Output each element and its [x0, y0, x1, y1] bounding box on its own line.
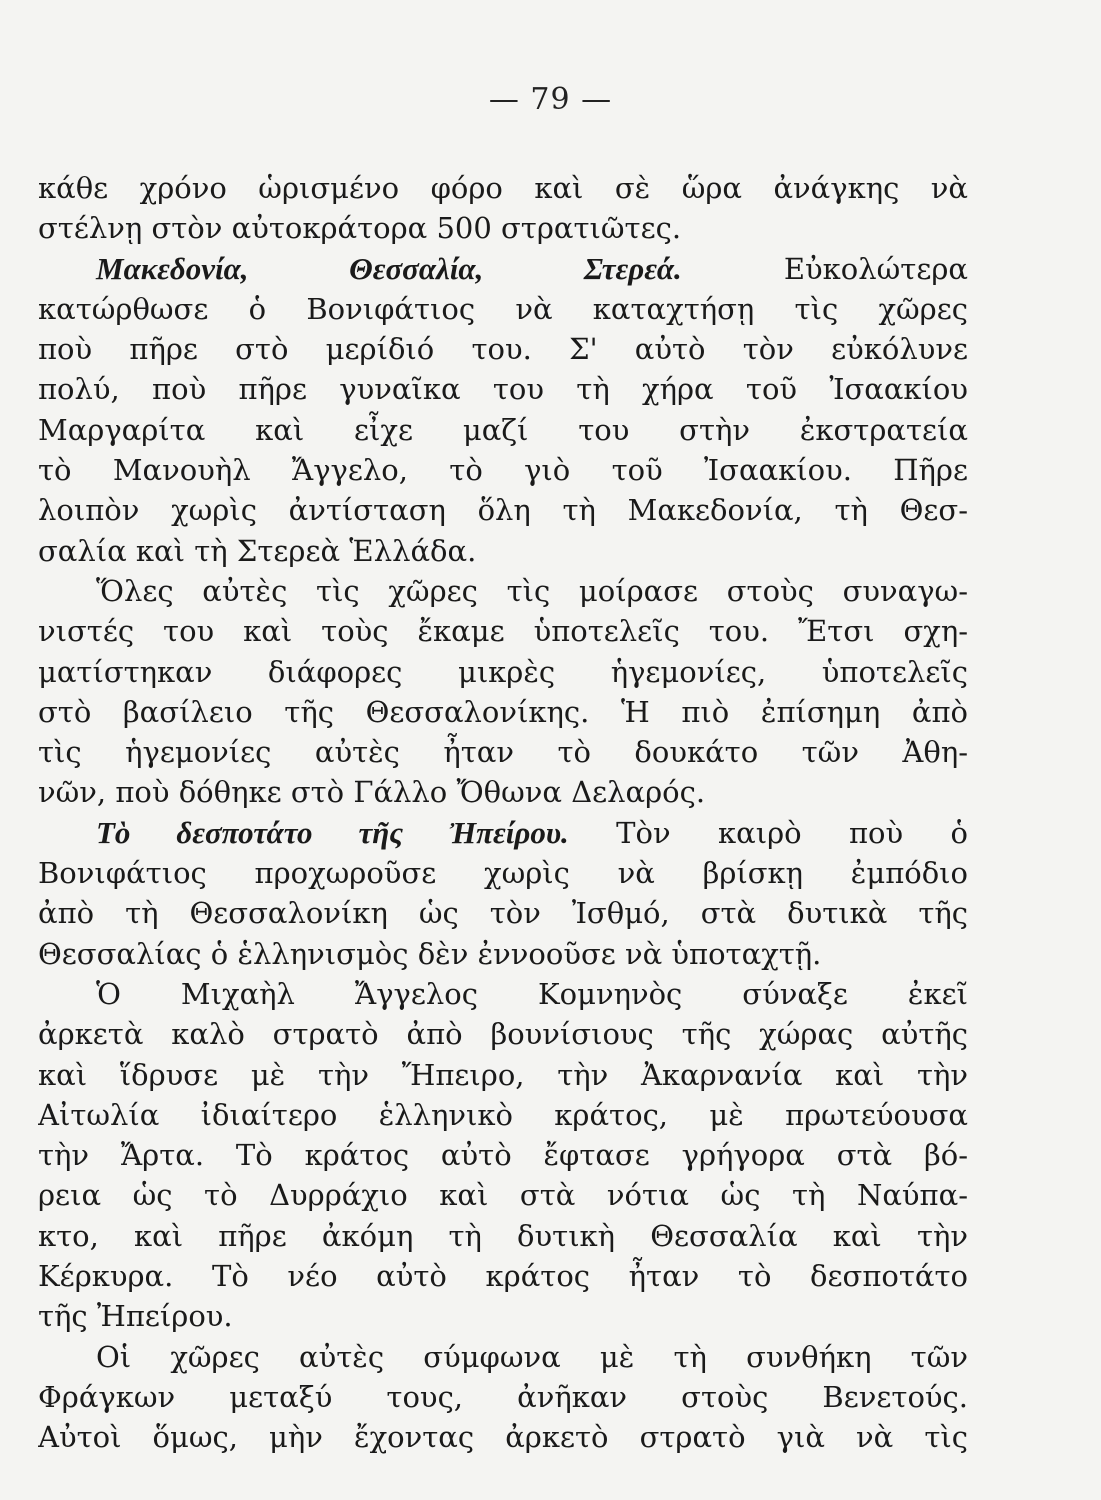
line-text: ποὺ πῆρε στὸ μερίδιό του. Σ' αὐτὸ τὸν εὐκόλυνε: [38, 332, 968, 367]
line-text: Θεσσαλίας ὁ ἑλληνισμὸς δὲν ἐννοοῦσε νὰ ὑποταχτῇ.: [38, 936, 822, 971]
line-text: Εὐκολώτερα: [681, 251, 968, 286]
text-line: [38, 1377, 968, 1417]
text-line: [38, 1216, 968, 1256]
line-text: λοιπὸν χωρὶς ἀντίσταση ὅλη τὴ Μακεδονία, τὴ Θεσ-: [38, 493, 968, 528]
text-line: [38, 652, 968, 692]
section-heading: Μακεδονία, Θεσσαλία, Στερεά.: [96, 250, 682, 286]
text-line: [38, 531, 968, 571]
text-line: [38, 249, 968, 289]
line-text: πολύ, ποὺ πῆρε γυναῖκα του τὴ χήρα τοῦ Ἰσαακίου: [38, 372, 968, 407]
line-text: ἀπὸ τὴ Θεσσαλονίκη ὡς τὸν Ἰσθμό, στὰ δυτικὰ τῆς: [38, 896, 968, 931]
line-text: Βονιφάτιος προχωροῦσε χωρὶς νὰ βρίσκῃ ἐμπόδιο: [38, 856, 968, 891]
line-text: κτο, καὶ πῆρε ἀκόμη τὴ δυτικὴ Θεσσαλία καὶ τὴν: [38, 1218, 968, 1253]
text-line: [38, 450, 968, 490]
line-text: τὸ Μανουὴλ Ἄγγελο, τὸ γιὸ τοῦ Ἰσαακίου. Πῆρε: [38, 453, 968, 488]
text-line: [38, 611, 968, 651]
line-text: ἀρκετὰ καλὸ στρατὸ ἀπὸ βουνίσιους τῆς χώρας αὐτῆς: [38, 1017, 968, 1052]
line-text: Κέρκυρα. Τὸ νέο αὐτὸ κράτος ἦταν τὸ δεσποτάτο: [38, 1259, 968, 1294]
text-line: [38, 732, 968, 772]
line-text: νιστές του καὶ τοὺς ἔκαμε ὑποτελεῖς του. Ἔτσι σχη-: [38, 614, 968, 649]
body-text: [38, 168, 968, 1458]
text-line: [38, 369, 968, 409]
text-line: [38, 1256, 968, 1296]
text-line: [38, 692, 968, 732]
text-line: [38, 974, 968, 1014]
text-line: [38, 934, 968, 974]
text-line: [38, 410, 968, 450]
line-text: καὶ ἵδρυσε μὲ τὴν Ἤπειρο, τὴν Ἀκαρνανία καὶ τὴν: [38, 1057, 968, 1092]
text-line: [38, 1014, 968, 1054]
line-text: Οἱ χῶρες αὐτὲς σύμφωνα μὲ τὴ συνθήκη τῶν: [96, 1339, 968, 1374]
section-heading: Τὸ δεσποτάτο τῆς Ἠπείρου.: [96, 814, 569, 850]
text-line: [38, 571, 968, 611]
line-text: Τὸν καιρὸ ποὺ ὁ: [568, 815, 968, 850]
line-text: στέλνῃ στὸν αὐτοκράτορα 500 στρατιῶτες.: [38, 211, 682, 246]
line-text: νῶν, ποὺ δόθηκε στὸ Γάλλο Ὄθωνα Δελαρός.: [38, 775, 706, 810]
line-text: σαλία καὶ τὴ Στερεὰ Ἑλλάδα.: [38, 533, 477, 568]
text-line: [38, 1296, 968, 1336]
text-line: [38, 813, 968, 853]
text-line: [38, 1055, 968, 1095]
line-text: κατώρθωσε ὁ Βονιφάτιος νὰ καταχτήσῃ τὶς χῶρες: [38, 291, 968, 326]
line-text: Αὐτοὶ ὅμως, μὴν ἔχοντας ἀρκετὸ στρατὸ γιὰ νὰ τὶς: [38, 1420, 968, 1455]
line-text: Φράγκων μεταξύ τους, ἀνῆκαν στοὺς Βενετούς.: [38, 1379, 968, 1414]
line-text: τὴν Ἄρτα. Τὸ κράτος αὐτὸ ἔφτασε γρήγορα στὰ βό-: [38, 1138, 968, 1173]
text-line: [38, 329, 968, 369]
line-text: τῆς Ἠπείρου.: [38, 1299, 233, 1334]
line-text: Ὁ Μιχαὴλ Ἄγγελος Κομνηνὸς σύναξε ἐκεῖ: [96, 976, 968, 1011]
line-text: ματίστηκαν διάφορες μικρὲς ἡγεμονίες, ὑποτελεῖς: [38, 654, 968, 689]
line-text: Μαργαρίτα καὶ εἶχε μαζί του στὴν ἐκστρατεία: [38, 412, 968, 447]
text-line: [38, 1135, 968, 1175]
text-line: [38, 1175, 968, 1215]
line-text: στὸ βασίλειο τῆς Θεσσαλονίκης. Ἡ πιὸ ἐπίσημη ἀπὸ: [38, 694, 968, 729]
line-text: τὶς ἡγεμονίες αὐτὲς ἦταν τὸ δουκάτο τῶν Ἀθη-: [38, 735, 968, 770]
line-text: ρεια ὡς τὸ Δυρράχιο καὶ στὰ νότια ὡς τὴ Ναύπα-: [38, 1178, 968, 1213]
text-line: [38, 853, 968, 893]
text-line: [38, 1337, 968, 1377]
line-text: κάθε χρόνο ὡρισμένο φόρο καὶ σὲ ὥρα ἀνάγκης νὰ: [38, 171, 968, 205]
text-line: [38, 490, 968, 530]
text-line: [38, 772, 968, 812]
text-line: [38, 893, 968, 933]
page-number: — 79 —: [488, 82, 613, 117]
text-line: [38, 168, 968, 208]
text-line: [38, 289, 968, 329]
text-line: [38, 1095, 968, 1135]
text-line: [38, 1417, 968, 1457]
text-line: [38, 208, 968, 248]
line-text: Ὅλες αὐτὲς τὶς χῶρες τὶς μοίρασε στοὺς συναγω-: [96, 573, 968, 608]
line-text: Αἰτωλία ἰδιαίτερο ἑλληνικὸ κράτος, μὲ πρωτεύουσα: [38, 1097, 968, 1132]
